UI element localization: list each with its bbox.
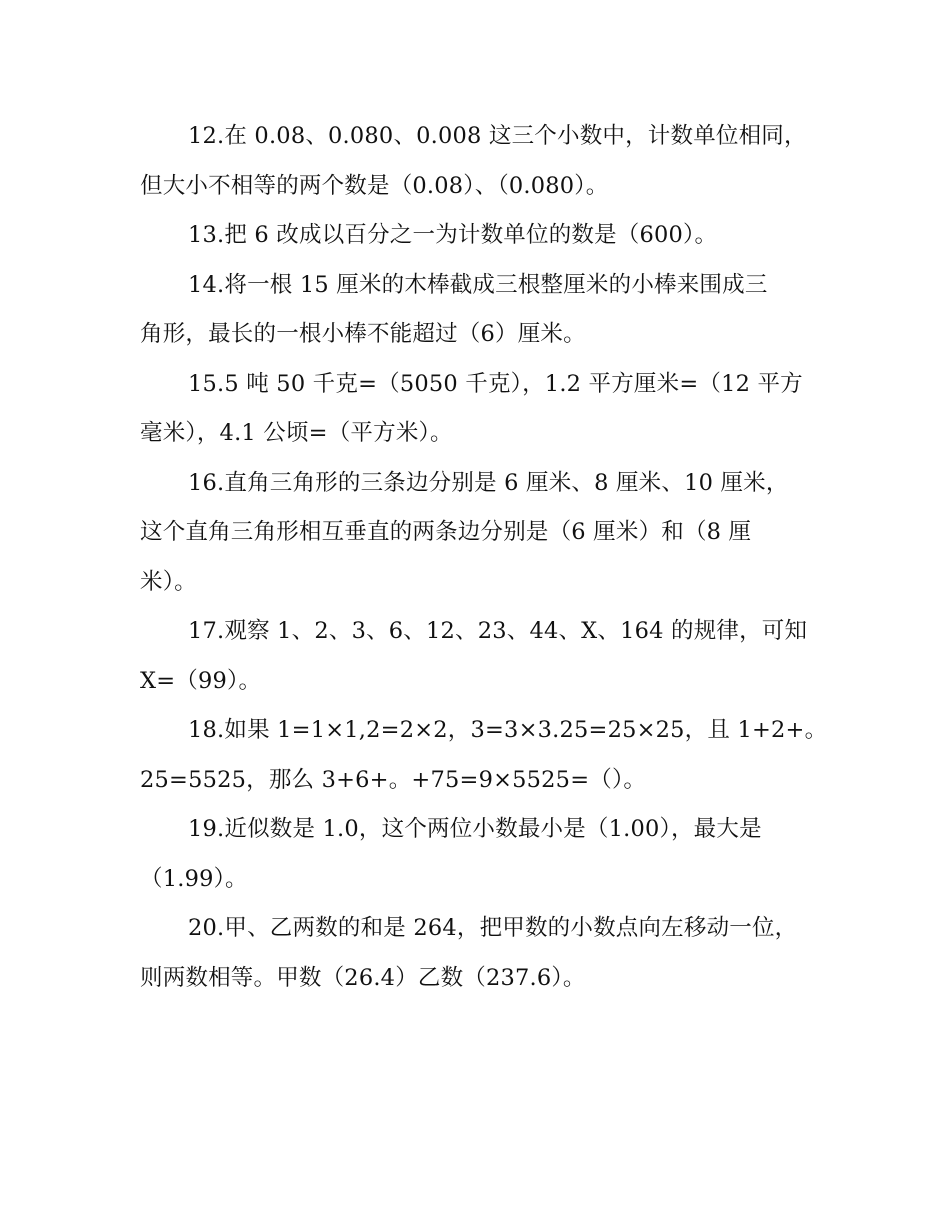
question-13-line-1: 13.把 6 改成以百分之一为计数单位的数是（600）。 [188, 222, 718, 248]
question-12-line-2: 但大小不相等的两个数是（0.08）、（0.080）。 [140, 172, 609, 199]
question-15-line-2: 毫米），4.1 公顷=（平方米）。 [140, 420, 453, 446]
question-14-line-2: 角形，最长的一根小棒不能超过（6）厘米。 [140, 321, 586, 347]
question-14-line-1: 14.将一根 15 厘米的木棒截成三根整厘米的小棒来围成三 [188, 271, 768, 298]
question-15-line-1: 15.5 吨 50 千克=（5050 千克），1.2 平方厘米=（12 平方 [188, 370, 803, 397]
question-17-line-2: X=（99）。 [140, 667, 262, 694]
question-20-line-1: 20.甲、乙两数的和是 264，把甲数的小数点向左移动一位， [188, 915, 798, 941]
question-16-line-1: 16.直角三角形的三条边分别是 6 厘米、8 厘米、10 厘米， [188, 469, 789, 496]
question-16-line-3: 米）。 [140, 568, 197, 595]
question-20-line-2: 则两数相等。甲数（26.4）乙数（237.6）。 [140, 964, 586, 991]
question-18-line-1: 18.如果 1=1×1,2=2×2，3=3×3.25=25×25，且 1+2+。 [188, 717, 828, 743]
question-19-line-2: （1.99）。 [140, 865, 248, 892]
question-12-line-1: 12.在 0.08、0.080、0.008 这三个小数中，计数单位相同， [188, 123, 807, 149]
question-16-line-2: 这个直角三角形相互垂直的两条边分别是（6 厘米）和（8 厘 [140, 519, 752, 545]
document-body [140, 112, 840, 1003]
question-18-line-2: 25=5525，那么 3+6+。+75=9×5525=（）。 [140, 766, 647, 793]
question-17-line-1: 17.观察 1、2、3、6、12、23、44、X、164 的规律，可知 [188, 618, 808, 644]
question-19-line-1: 19.近似数是 1.0，这个两位小数最小是（1.00），最大是 [188, 816, 762, 842]
